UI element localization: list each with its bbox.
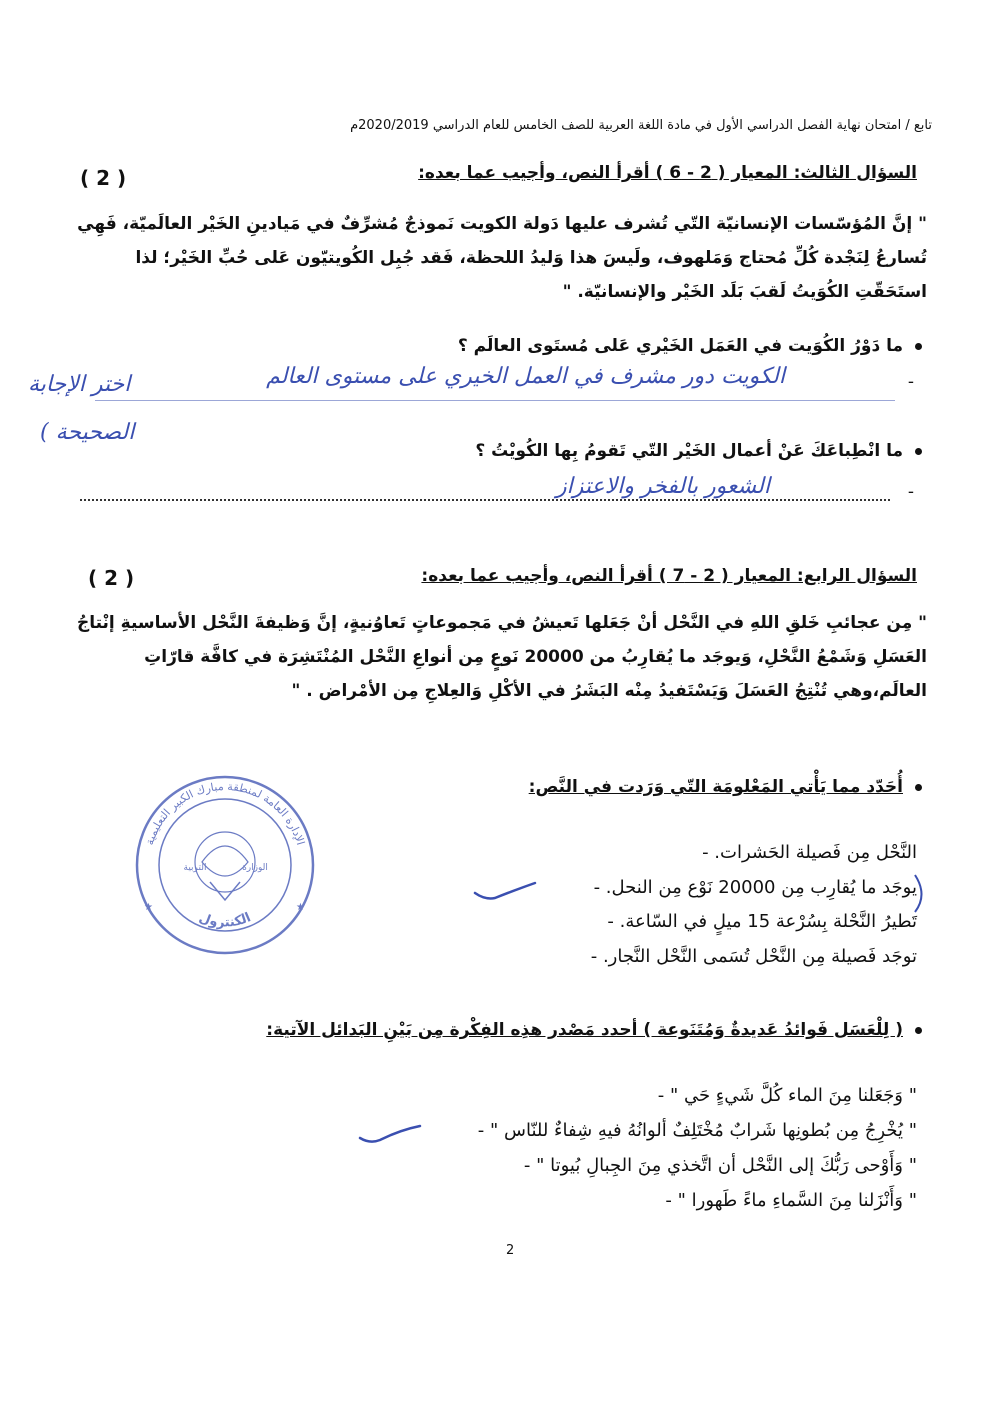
margin-mark-icon [910,870,930,915]
q4-instruction-2-lead: ( لِلْعَسَل فَوائدُ عَديدةٌ وَمُتَنَوعة ) [643,1020,903,1040]
option-text: تَطيرُ النَّحْلة بِسُرْعة 15 ميلٍ في السّاعة. [619,911,917,932]
stamp-outer-text: الإدارة العامة لمنطقة مبارك الكبير التعليمية [142,779,308,847]
q4-option-1-1 [702,842,917,863]
grader-note-line-2: الصحيحة ) [40,420,135,445]
exam-header: تابع / امتحان نهاية الفصل الدراسي الأول في مادة اللغة العربية للصف الخامس للعام الدراسي 2020/2019م [350,118,932,133]
option-text: " يُخْرِجُ مِن بُطونِها شَرابٌ مُخْتَلِفٌ ألوانُهُ فيهِ شِفاءٌ للنّاس " [489,1120,917,1141]
option-text: النَّحْل مِن فَصيلة الحَشرات. [714,842,917,863]
option-text: " وَأَوْحى رَبُّكَ إلى النَّحْل أن اتَّخذي مِنَ الجِبالِ بُيوتا " [536,1155,917,1176]
stamp-bottom-text: الكنترول [196,910,254,931]
stamp-left-text: التربية [183,863,207,873]
q3-mark: ( 2 ) [80,166,127,190]
q3-answer-1-dash: - [907,372,914,392]
q4-option-1-2 [594,877,917,898]
q3-title-text: السؤال الثالث: المعيار ( 2 - 6 ) أقرأ النص، وأجيب عما بعده: [418,163,917,183]
q4-title-text: السؤال الرابع: المعيار ( 2 - 7 ) أقرأ النص، وأجيب عما بعده: [421,566,917,586]
q4-instruction-1 [529,777,922,797]
stamp-emblem-icon [195,832,255,892]
q4-passage: " مِن عجائبِ خَلقِ اللهِ في النَّحْل أنْ جَعَلها تَعيشُ في مَجموعاتٍ تَعاوُنيةٍ، إنَّ وَظيفةَ النَّحْل الأساسيةِ إنْتاجُ العَسَلِ وَشَمْعُ النَّحْلِ، وَيوجَد ما يُقارِبُ من 20000 نَوعٍ مِن أنواعِ النَّحْل المُنْتَشِرَة في كافَّة قارّاتِ العالَم،وهي تُنْتِجُ العَسَلَ وَيَسْتَفيدُ مِنْه البَشَرُ في الأكْلِ وَالعِلاجِ مِن الأمْراض . " [76,613,927,701]
q3-answer-2-dotted-line [80,497,890,501]
stamp-emblem-shape-icon [202,846,248,876]
page-number: 2 [506,1243,515,1258]
q4-option-2-4 [665,1190,917,1211]
q4-title [421,566,917,586]
stamp-star-right-icon: ★ [296,902,305,913]
option-dash: - [657,1085,665,1106]
q4-option-2-2 [478,1120,917,1141]
option-text: " وَجَعَلنا مِنَ الماء كُلَّ شَيءٍ حَي " [669,1085,917,1106]
q3-question-2 [475,441,922,461]
q3-passage: " إنَّ المُؤسّسات الإنسانيّة التّي تُشرف عليها دَولة الكويت نَموذجٌ مُشرِّفٌ في مَيادينِ الخَيْر العالَميّة، فَهِي تُسارعُ لِنَجْدة كُلِّ مُحتاج وَمَلهوف، ولَيسَ هذا وَليدُ اللحظة، فَقد جُبِل الكُويتيّون عَلى حُبِّ الخَيْر؛ لذا استَحَقّتِ الكُوَيتُ لَقبَ بَلَد الخَيْر والإنسانيّة. " [77,214,927,302]
q3-question-1-text: ما دَوْرُ الكُوَيت في العَمَل الخَيْري عَلى مُستَوى العالَم ؟ [457,336,903,356]
option-dash: - [590,946,598,967]
option-dash: - [593,877,601,898]
option-dash: - [607,911,614,932]
bullet-icon [915,1027,922,1034]
q4-instruction-1-text: أُحَدّد مما يَأْتي المَعْلومَة التّي وَرَدت في النَّص: [528,777,903,797]
q3-answer-1-line [95,398,895,401]
option-text: يوجَد ما يُقارِب مِن 20000 نَوْع مِن النحل. [605,877,917,898]
q4-instruction-2 [266,1020,922,1040]
bullet-icon [915,784,922,791]
q3-title [418,163,917,183]
check-mark-icon [355,1120,425,1150]
option-dash: - [702,842,709,863]
q4-instruction-2-rest: أحدد مَصْدر هذِه الفِكْرة مِن بَيْنِ البَدائل الآتية: [266,1020,644,1040]
stamp-star-left-icon: ★ [144,902,153,913]
q3-question-2-text: ما انْطِباعَكَ عَنْ أعمال الخَيْر التّي تَقومُ بِها الكُويْتُ ؟ [475,441,903,461]
option-text: توجَد فَصيلة مِن النَّحْل تُسَمى النَّحْل النَّجار. [602,946,917,967]
option-dash: - [523,1155,531,1176]
q4-option-1-4 [591,946,917,967]
q3-answer-2-dash: - [907,482,914,502]
q3-answer-1-handwritten: الكويت دور مشرف في العمل الخيري على مستوى العالم [266,364,785,389]
grader-note-line-1: اختر الإجابة [28,372,131,397]
q3-question-1 [458,336,922,356]
q4-mark: ( 2 ) [88,566,135,590]
stamp-inner-ring [159,799,291,931]
stamp-book-icon [210,882,240,900]
option-dash: - [477,1120,485,1141]
q3-answer-2-handwritten: الشعور بالفخر والاعتزاز [556,474,770,499]
check-mark-icon [470,878,540,908]
option-text: " وَأَنْزَلنا مِنَ السَّماءِ ماءً طَهورا " [677,1190,917,1211]
official-stamp [130,770,320,960]
stamp-right-text: الوزارة [242,863,268,873]
q4-option-1-3 [607,911,917,932]
option-dash: - [665,1190,672,1211]
q4-option-2-1 [658,1085,917,1106]
bullet-icon [915,448,922,455]
bullet-icon [915,343,922,350]
q4-option-2-3 [524,1155,917,1176]
